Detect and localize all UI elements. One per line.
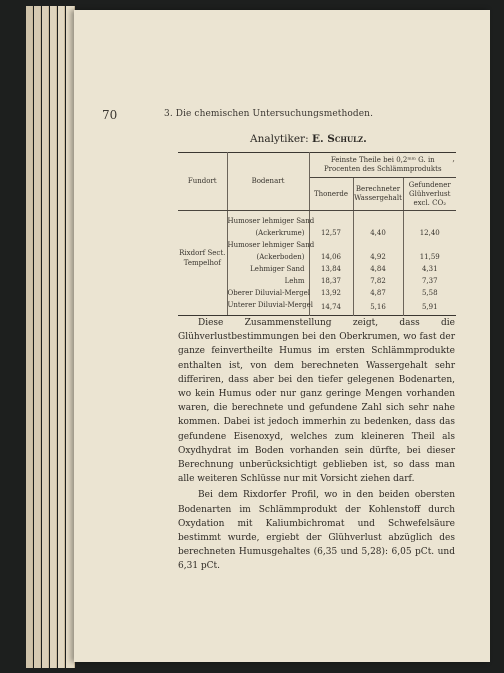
cell-thonerde: 13,84 — [309, 263, 353, 275]
cell-bodenart: (Ackerkrume) — [227, 227, 309, 239]
pen-mark: ’ — [452, 160, 455, 170]
cell-wassergehalt: 4,84 — [353, 263, 403, 275]
cell-wassergehalt — [353, 239, 403, 251]
cell-thonerde — [309, 239, 353, 251]
page-number: 70 — [102, 108, 118, 122]
cell-thonerde — [309, 211, 353, 228]
cell-thonerde: 14,74 — [309, 299, 353, 316]
cell-wassergehalt: 5,16 — [353, 299, 403, 316]
cell-bodenart: Humoser lehmiger Sand — [227, 211, 309, 228]
cell-gluehverlust: 12,40 — [419, 229, 440, 237]
cell-gluehverlust: 4,31 — [421, 265, 438, 273]
cell-wassergehalt: 4,87 — [353, 287, 403, 299]
page-edge — [50, 6, 57, 668]
page-edge — [26, 6, 33, 668]
running-header — [102, 108, 392, 122]
table-row — [178, 211, 456, 228]
cell-thonerde: 13,92 — [309, 287, 353, 299]
body-text — [178, 316, 455, 574]
cell-gluehverlust: 5,91 — [421, 303, 438, 311]
cell-bodenart: (Ackerboden) — [227, 251, 309, 263]
cell-gluehverlust — [403, 211, 456, 228]
cell-bodenart: Oberer Diluvial-Mergel — [227, 289, 311, 297]
cell-bodenart: Unterer Diluvial-Mergel — [227, 299, 309, 316]
paragraph: Diese Zusammenstellung zeigt, dass die Glühverlustbestimmungen bei den Oberkrumen, wo fast der ganze feinvertheilte Humus im ersten Schlämmprodukte enthalten ist, von dem berechneten Wassergehalt sehr differiren, dass aber bei den tiefer gelegenen Bodenarten, wo kein Humus oder nur ganz geringe Mengen vorhanden waren, die berechnete und gefundene Zahl sich sehr nahe kommen. Dabei ist jedoch immerhin zu bedenken, dass das gefundene Eisenoxyd, welches zum kleineren Theil als Oxydhydrat im Boden vorhanden sein dürfte, bei dieser Berechnung unberücksichtigt geblieben ist, so dass man alle weiteren Schlüsse nur mit Vorsicht ziehen darf. — [178, 318, 455, 485]
cell-gluehverlust: 5,58 — [421, 289, 438, 297]
soil-analysis-table — [178, 152, 456, 316]
cell-gluehverlust — [403, 239, 456, 251]
header-wassergehalt: Berechneter Wassergehalt — [353, 178, 403, 211]
analyst-name: E. Schulz. — [311, 133, 367, 145]
cell-wassergehalt: 4,40 — [353, 227, 403, 239]
page-edge — [34, 6, 41, 668]
cell-gluehverlust: 11,59 — [419, 253, 440, 261]
paragraph: Bei dem Rixdorfer Profil, wo in den beiden obersten Bodenarten im Schlämmprodukt der Kohlenstoff durch Oxydation mit Kaliumbichromat und Schwefelsäure bestimmt wurde, ergiebt der Glühverlust abzüglich des berechneten Humusgehaltes (6,35 und 5,28): 6,05 pCt. und 6,31 pCt. — [178, 490, 455, 572]
running-title: 3. Die chemischen Untersuchungsmethoden. — [164, 109, 374, 119]
cell-thonerde: 12,57 — [309, 227, 353, 239]
page-edge — [42, 6, 49, 668]
cell-bodenart: Humoser lehmiger Sand — [227, 241, 315, 249]
cell-bodenart: Lehmiger Sand — [227, 263, 309, 275]
cell-fundort: Rixdorf Sect. Tempelhof — [178, 211, 227, 316]
page-edge — [58, 6, 65, 668]
cell-thonerde: 18,37 — [309, 275, 353, 287]
cell-thonerde: 14,06 — [309, 251, 353, 263]
header-fundort: Fundort — [178, 153, 227, 211]
header-gluehverlust: Gefundener Glühverlust excl. CO₂ — [403, 178, 456, 211]
analyst-heading — [250, 133, 367, 145]
header-thonerde: Thonerde — [309, 178, 353, 211]
cell-bodenart: Lehm — [227, 275, 309, 287]
header-group: Feinste Theile bei 0,2ᵐᵐ G. in Procenten des Schlämmprodukts — [309, 153, 456, 178]
cell-gluehverlust: 7,37 — [421, 277, 438, 285]
analyst-label: Analytiker: — [250, 133, 309, 145]
cell-wassergehalt — [353, 211, 403, 228]
cell-wassergehalt: 7,82 — [353, 275, 403, 287]
cell-wassergehalt: 4,92 — [353, 251, 403, 263]
header-bodenart: Bodenart — [227, 153, 309, 211]
